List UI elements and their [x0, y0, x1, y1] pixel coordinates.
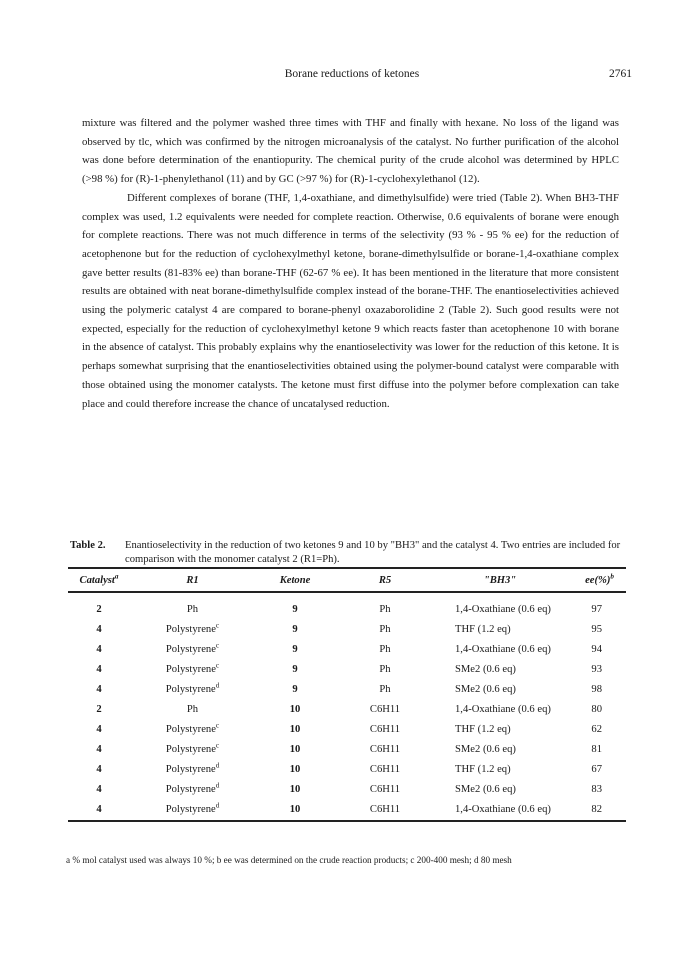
table-row: [68, 719, 626, 739]
table-row: [68, 759, 626, 779]
cell-r1: Polystyrene$^c$: [165, 660, 220, 675]
cell-catalyst: 4: [96, 763, 102, 775]
table-row: [68, 659, 626, 679]
cell-bh3: 1,4-Oxathiane (0.6 eq): [455, 703, 551, 715]
cell-ee: 83: [591, 783, 602, 795]
cell-ketone: 10: [289, 763, 301, 775]
cell-bh3: 1,4-Oxathiane (0.6 eq): [435, 799, 565, 821]
cell-catalyst: 4: [96, 623, 102, 635]
cell-r1: Polystyrene$^c$: [165, 740, 220, 755]
cell-r5: C6H11: [369, 783, 401, 795]
cell-catalyst: 4: [96, 723, 102, 735]
cell-r1: Ph: [186, 603, 199, 615]
cell-catalyst: 4: [96, 743, 102, 755]
cell-r1: Ph: [186, 703, 199, 715]
table-header-row: [68, 568, 626, 592]
cell-bh3: SMe2 (0.6 eq): [455, 663, 516, 675]
body-text: [82, 114, 619, 413]
cell-catalyst: 4: [96, 663, 102, 675]
header-bh3: "BH3": [435, 568, 565, 592]
cell-r1: Polystyrene$^d$: [130, 799, 255, 821]
cell-catalyst: 2: [96, 603, 102, 615]
cell-r5: C6H11: [369, 743, 401, 755]
cell-r1: Polystyrene$^d$: [165, 780, 220, 795]
table-caption: [70, 539, 625, 567]
cell-ketone: 9: [292, 683, 298, 695]
cell-bh3: THF (1.2 eq): [455, 723, 511, 735]
cell-bh3: SMe2 (0.6 eq): [455, 783, 516, 795]
cell-bh3: SMe2 (0.6 eq): [455, 743, 516, 755]
cell-catalyst: 2: [96, 703, 102, 715]
header-ketone: Ketone: [255, 568, 335, 592]
cell-r1: Polystyrene$^c$: [165, 620, 220, 635]
header-r5: R5: [335, 568, 435, 592]
cell-r1: Polystyrene$^c$: [165, 640, 220, 655]
cell-ketone: 9: [292, 643, 298, 655]
cell-ee: 67: [591, 763, 602, 775]
cell-ketone: 9: [292, 623, 298, 635]
cell-ketone: 9: [292, 663, 298, 675]
cell-ee: 80: [591, 703, 602, 715]
cell-ee: 62: [591, 723, 602, 735]
cell-catalyst: 4: [96, 783, 102, 795]
cell-r5: Ph: [379, 603, 391, 615]
cell-ketone: 10: [255, 799, 335, 821]
cell-r1: Polystyrene$^d$: [165, 680, 220, 695]
table-footnote: a % mol catalyst used was always 10 %; b ee was determined on the crude reaction products; c 200-400 mesh; d 80 mesh: [66, 855, 512, 865]
cell-r5: Ph: [379, 623, 391, 635]
table-caption-text: Enantioselectivity in the reduction of two ketones 9 and 10 by "BH3" and the catalyst 4. Two entries are included for comparison with the monomer catalyst 2 (R1=Ph).: [125, 540, 621, 565]
cell-catalyst: 4: [96, 643, 102, 655]
cell-bh3: THF (1.2 eq): [455, 623, 511, 635]
table-row: [68, 779, 626, 799]
cell-bh3: THF (1.2 eq): [455, 763, 511, 775]
cell-ee: 82: [565, 799, 626, 821]
header-catalyst: Catalyst$^a$: [68, 568, 130, 592]
table-label: Table 2.: [70, 540, 106, 551]
table-row: [68, 639, 626, 659]
cell-r5: Ph: [379, 663, 391, 675]
cell-ee: 97: [591, 603, 602, 615]
cell-ee: 81: [591, 743, 602, 755]
cell-bh3: 1,4-Oxathiane (0.6 eq): [455, 643, 551, 655]
cell-r1: Polystyrene$^d$: [165, 760, 220, 775]
table-row: [68, 619, 626, 639]
cell-bh3: 1,4-Oxathiane (0.6 eq): [455, 603, 551, 615]
running-title: Borane reductions of ketones: [284, 68, 420, 80]
table-body: [68, 592, 626, 821]
cell-ee: 98: [591, 683, 602, 695]
paragraph-continuation: mixture was filtered and the polymer washed three times with THF and finally with hexane. No loss of the ligand was observed by tlc, which was confirmed by the nitrogen microanalysis of the catalyst. No further purification of the alcohol was done before determination of the enantiopurity. The chemical purity of the crude alcohol was determined by HPLC (>98 %) for (R)-1-phenylethanol (11) and by GC (>97 %) for (R)-1-cyclohexylethanol (12).: [82, 117, 619, 186]
page-number: 2761: [609, 68, 632, 80]
cell-r5: C6H11: [335, 799, 435, 821]
cell-r5: C6H11: [369, 763, 401, 775]
cell-r1: Polystyrene$^c$: [165, 720, 220, 735]
cell-ketone: 10: [289, 783, 301, 795]
cell-ee: 95: [591, 623, 602, 635]
cell-r5: C6H11: [369, 723, 401, 735]
cell-bh3: SMe2 (0.6 eq): [455, 683, 516, 695]
running-head: [82, 68, 632, 86]
cell-r5: Ph: [379, 643, 391, 655]
cell-catalyst: 4: [68, 799, 130, 821]
table-row: [68, 699, 626, 719]
cell-r5: C6H11: [369, 703, 401, 715]
paragraph-borane-complexes: Different complexes of borane (THF, 1,4-oxathiane, and dimethylsulfide) were tried (Table 2). When BH3-THF complex was used, 1.2 equivalents were needed for complete reaction. Otherwise, 0.6 equivalents of borane were enough for complete reactions. There was not much difference in terms of the selectivity (93 % - 95 % ee) for the reduction of acetophenone but for the reduction of cyclohexylmethyl ketone, borane-dimethylsulfide or borane-1,4-oxathiane complex gave better results (81-83% ee) than borane-THF (62-67 % ee). It has been mentioned in the literature that more consistent results are obtained with neat borane-dimethylsulfide complex instead of the borane-THF. The enantioselectivities achieved using the polymeric catalyst 4 are compared to borane-phenyl oxazaborolidine 2 (Table 2). Such good results were not expected, especially for the reduction of cyclohexylmethyl ketone 9 which reacts faster than acetophenone 10 with borane in the absence of catalyst. This probably explains why the enantioselectivity was lower for the reduction of this ketone. It is perhaps somewhat surprising that the enantioselectivities obtained using the polymer-bound catalyst were comparable with those obtained using the monomer catalysts. The ketone must first diffuse into the polymer before complexation can take place and could therefore increase the chance of uncatalysed reduction.: [82, 191, 619, 410]
table-row: [68, 592, 626, 619]
cell-ketone: 10: [289, 743, 301, 755]
header-r1: R1: [130, 568, 255, 592]
table-row: [68, 739, 626, 759]
cell-catalyst: 4: [96, 683, 102, 695]
results-table: [68, 567, 626, 822]
cell-ketone: 9: [292, 603, 298, 615]
cell-ketone: 10: [289, 703, 301, 715]
cell-r5: Ph: [379, 683, 391, 695]
header-ee: ee(%)$^b$: [565, 568, 626, 592]
cell-ee: 93: [591, 663, 602, 675]
table-row: [68, 799, 626, 821]
cell-ketone: 10: [289, 723, 301, 735]
cell-ee: 94: [591, 643, 602, 655]
table-row: [68, 679, 626, 699]
